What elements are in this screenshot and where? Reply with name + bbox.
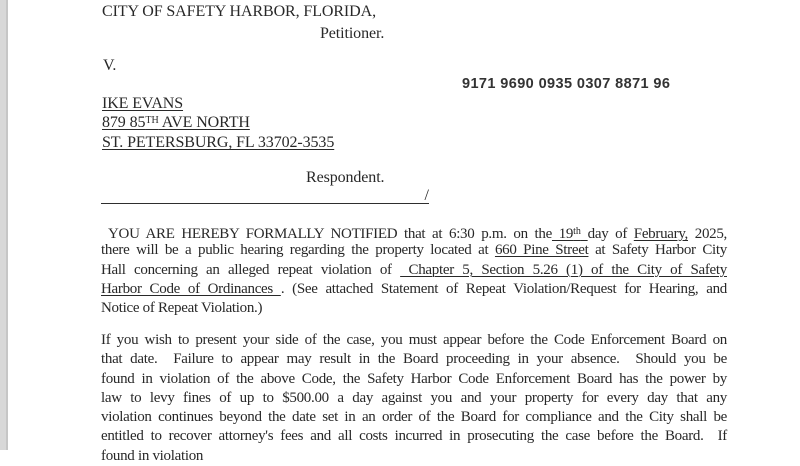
- notice-paragraph-1: [101, 222, 727, 318]
- notice-line: found in violation of the above Code, the Safety Harbor Code Enforcement Board has the power by: [101, 370, 727, 387]
- notice-line: YOU ARE HEREBY FORMALLY NOTIFIED that at 6:30 p.m. on the 19th day of February, 2025,: [108, 226, 728, 242]
- notice-line: entitled to recover attorney's fees and all costs incurred in prosecuting the case before the Board. If: [101, 428, 727, 445]
- respondent-street-address: [102, 114, 250, 132]
- case-caption-separator-line: [101, 187, 429, 204]
- respondent-name: IKE EVANS: [102, 95, 184, 112]
- hearing-day-underlined: 19th: [551, 226, 581, 242]
- notice-line: Notice of Repeat Violation.): [101, 300, 263, 317]
- notice-line: law to levy fines of up to $500.00 a day against you and your property for every day that any: [101, 389, 727, 406]
- respondent-street-text: 879 85TH AVE NORTH: [102, 114, 250, 131]
- hearing-month-underlined: February,: [633, 226, 689, 242]
- day-ordinal-superscript: th: [573, 226, 581, 237]
- notice-line: there will be a public hearing regarding the property located at 660 Pine Street at Safety Harbor City: [101, 242, 727, 259]
- notice-line: If you wish to present your side of the case, you must appear before the Code Enforcement Board on: [101, 332, 727, 348]
- respondent-label: Respondent.: [306, 169, 385, 186]
- property-address-underlined: 660 Pine Street: [494, 242, 589, 259]
- notice-line: that date. Failure to appear may result in the Board proceeding in your absence. Should you be: [101, 351, 727, 368]
- code-citation-underlined-part1: Chapter 5, Section 5.26 (1) of the City of Safety: [400, 261, 727, 278]
- respondent-city-state-zip: ST. PETERSBURG, FL 33702-3535: [102, 134, 335, 151]
- notice-line: Harbor Code of Ordinances . (See attached Statement of Repeat Violation/Request for Hearing, and: [101, 280, 727, 297]
- notice-line: violation continues beyond the date set in an order of the Board for compliance and the City shall be: [101, 409, 727, 426]
- petitioner-label: Petitioner.: [320, 25, 385, 42]
- notice-paragraph-2: [101, 331, 727, 466]
- street-ordinal-superscript: TH: [145, 115, 159, 126]
- versus-label: V.: [103, 57, 117, 74]
- certified-mail-tracking-number: 9171 9690 0935 0307 8871 96: [462, 76, 671, 92]
- scanned-page-edge: [0, 0, 8, 450]
- notice-line-partial: found in violation: [101, 447, 204, 464]
- petitioner-name: CITY OF SAFETY HARBOR, FLORIDA,: [102, 3, 376, 20]
- separator-slash: /: [424, 187, 429, 204]
- notice-line: Hall concerning an alleged repeat violation of Chapter 5, Section 5.26 (1) of the City of Safety: [101, 261, 727, 278]
- code-citation-underlined-part2: Harbor Code of Ordinances: [101, 280, 281, 297]
